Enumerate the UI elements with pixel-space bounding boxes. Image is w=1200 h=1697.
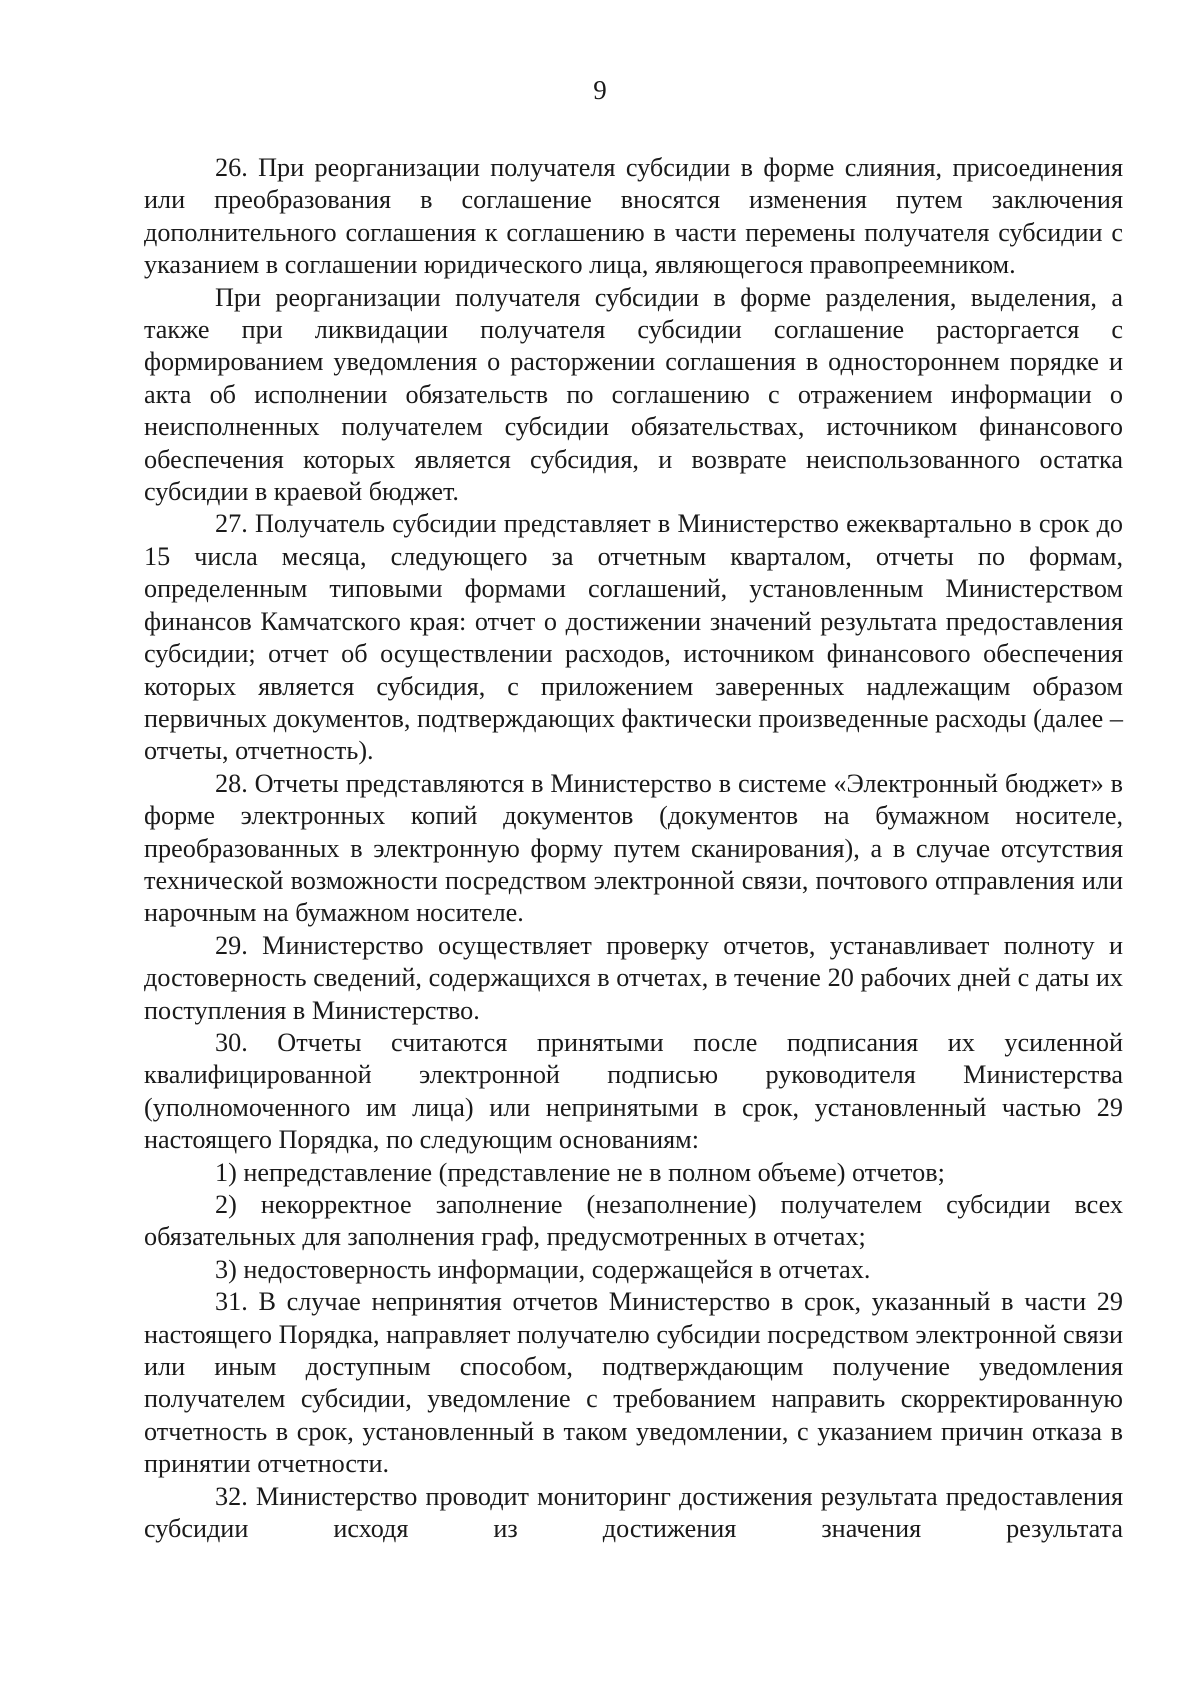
paragraph-27: 27. Получатель субсидии представляет в Министерство ежеквартально в срок до 15 числа месяца, следующего за отчетным кварталом, отчеты по формам, определенным типовыми формами соглашений, установленным Министерством финансов Камчатского края: отчет о достижении значений результата предоставления субсидии; отчет об осуществлении расходов, источником финансового обеспечения которых является субсидия, с приложением заверенных надлежащим образом первичных документов, подтверждающих фактически произведенные расходы (далее – отчеты, отчетность). <box>144 509 1123 766</box>
paragraph-31: 31. В случае непринятия отчетов Министерство в срок, указанный в части 29 настоящего Порядка, направляет получателю субсидии посредством электронной связи или иным доступным способом, подтверждающим получение уведомления получателем субсидии, уведомление с требованием направить скорректированную отчетность в срок, установленный в таком уведомлении, с указанием причин отказа в принятии отчетности. <box>144 1287 1123 1479</box>
page-number: 9 <box>593 75 607 105</box>
paragraph-30-item-2: 2) некорректное заполнение (незаполнение) получателем субсидии всех обязательных для заполнения граф, предусмотренных в отчетах; <box>144 1190 1123 1252</box>
document-body <box>144 152 1123 1545</box>
paragraph-26-reorganization: При реорганизации получателя субсидии в форме разделения, выделения, а также при ликвидации получателя субсидии соглашение расторгается с формированием уведомления о расторжении соглашения в одностороннем порядке и акта об исполнении обязательств по соглашению с отражением информации о неисполненных получателем субсидии обязательствах, источником финансового обеспечения которых является субсидия, и возврате неиспользованного остатка субсидии в краевой бюджет. <box>144 282 1123 507</box>
paragraph-32: 32. Министерство проводит мониторинг достижения результата предоставления субсидии исходя из достижения значения результата <box>144 1481 1123 1544</box>
paragraph-28: 28. Отчеты представляются в Министерство в системе «Электронный бюджет» в форме электронных копий документов (документов на бумажном носителе, преобразованных в электронную форму путем сканирования), а в случае отсутствия технической возможности посредством электронной связи, почтового отправления или нарочным на бумажном носителе. <box>144 768 1123 928</box>
paragraph-26: 26. При реорганизации получателя субсидии в форме слияния, присоединения или преобразования в соглашение вносятся изменения путем заключения дополнительного соглашения к соглашению в части перемены получателя субсидии с указанием в соглашении юридического лица, являющегося правопреемником. <box>144 153 1123 280</box>
paragraph-30-item-3: 3) недостоверность информации, содержащейся в отчетах. <box>215 1254 871 1284</box>
paragraph-29: 29. Министерство осуществляет проверку отчетов, устанавливает полноту и достоверность сведений, содержащихся в отчетах, в течение 20 рабочих дней с даты их поступления в Министерство. <box>144 930 1123 1025</box>
paragraph-30-item-1: 1) непредставление (представление не в полном объеме) отчетов; <box>215 1157 945 1187</box>
paragraph-30: 30. Отчеты считаются принятыми после подписания их усиленной квалифицированной электронной подписью руководителя Министерства (уполномоченного им лица) или непринятыми в срок, установленный частью 29 настоящего Порядка, по следующим основаниям: <box>144 1027 1123 1155</box>
